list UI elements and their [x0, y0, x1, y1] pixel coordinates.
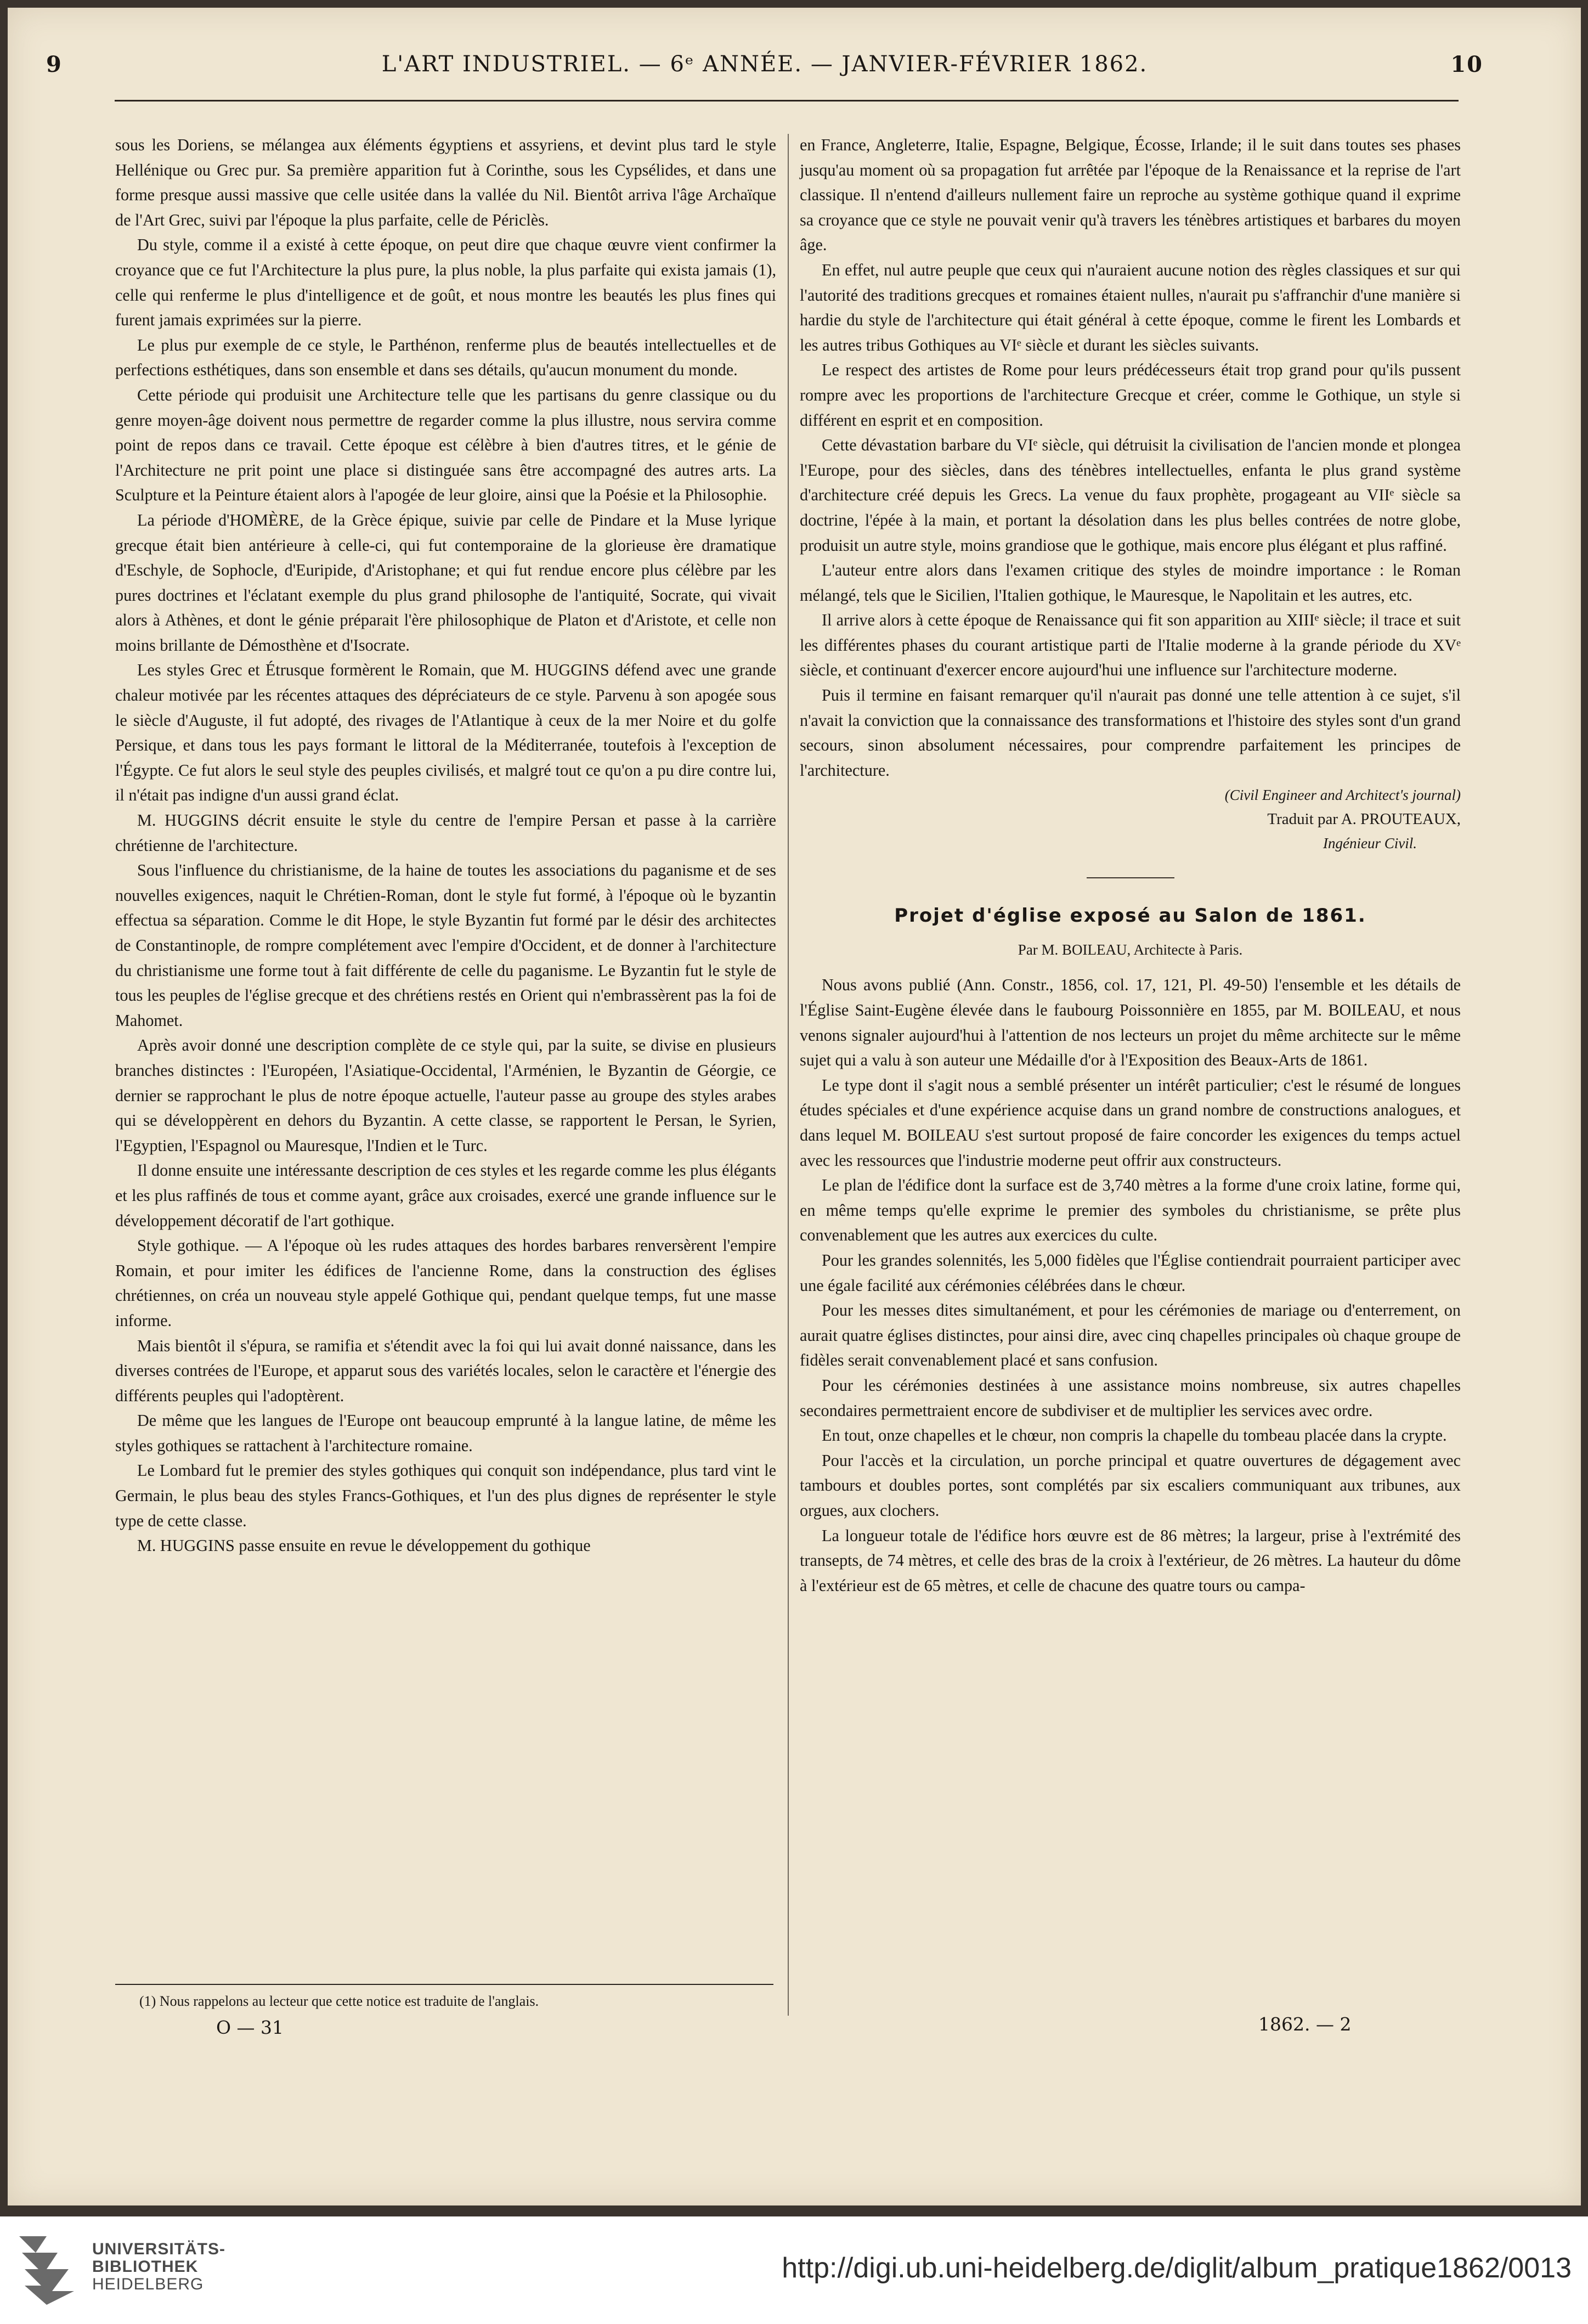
source-citation: (Civil Engineer and Architect's journal): [1224, 787, 1461, 804]
paragraph: Du style, comme il a existé à cette époque, on peut dire que chaque œuvre vient confirmer la croyance que ce fut l'Architecture la plus pure, la plus noble, la plus parfaite qui exista jamais (1), celle qui renferme le plus d'intelligence et de goût, et nous montre les beautés les plus fines qui furent jamais exprimées sur la pierre.: [115, 235, 776, 330]
paragraph: Nous avons publié (Ann. Constr., 1856, col. 17, 121, Pl. 49-50) l'ensemble et les détails de l'Église Saint-Eugène élevée dans le faubourg Poissonnière en 1855, par M. BOILEAU, et nous venons signaler aujourd'hui à l'attention de nos lecteurs un projet du même architecte sur le même sujet qui a valu à son auteur une Médaille d'or à l'Exposition des Beaux-Arts de 1861.: [800, 975, 1461, 1070]
footnote: (1) Nous rappelons au lecteur que cette notice est traduite de l'anglais.: [139, 1993, 539, 2009]
section-divider: [1087, 877, 1174, 878]
paragraph: Le Lombard fut le premier des styles gothiques qui conquit son indépendance, plus tard vint le Germain, le plus beau des styles Francs-Gothiques, et l'un des plus dignes de représenter le style type de cette classe.: [115, 1461, 776, 1530]
paragraph: Pour les messes dites simultanément, et pour les cérémonies de mariage ou d'enterrement, on aurait quatre églises distinctes, pour ainsi dire, avec cinq chapelles principales où chaque groupe de fidèles serait convenablement placé et sans confusion.: [800, 1301, 1461, 1370]
paragraph: Le plan de l'édifice dont la surface est de 3,740 mètres a la forme d'une croix latine, forme qui, en même temps qu'elle exprime le premier des symboles du christianisme, se prête plus convenablement que les autres aux exercices du culte.: [800, 1176, 1461, 1245]
header-rule: [115, 100, 1459, 101]
signature-mark-left: O — 31: [216, 2017, 284, 2038]
translator-title: Ingénieur Civil.: [1323, 835, 1417, 852]
paragraph: Le type dont il s'agit nous a semblé présenter un intérêt particulier; c'est le résumé de longues études spéciales et d'une expérience acquise dans un grand nombre de constructions analogues, et dans lequel M. BOILEAU s'est surtout proposé de faire concorder les exigences du temps actuel avec les ressources que l'industrie moderne peut offrir aux constructeurs.: [800, 1075, 1461, 1170]
column-divider: [788, 134, 789, 2016]
paragraph: Style gothique. — A l'époque où les rudes attaques des hordes barbares renversèrent l'empire Romain, et pour imiter les édifices de l'ancienne Rome, dans la construction des églises chrétiennes, on créa un nouveau style appelé Gothique qui, pendant quelque temps, fut une masse informe.: [115, 1236, 776, 1330]
paragraph: En tout, onze chapelles et le chœur, non compris la chapelle du tombeau placée dans la crypte.: [822, 1426, 1447, 1445]
paragraph: M. HUGGINS passe ensuite en revue le développement du gothique: [137, 1536, 591, 1555]
library-line-1: UNIVERSITÄTS-: [92, 2240, 226, 2258]
paragraph: De même que les langues de l'Europe ont beaucoup emprunté à la langue latine, de même les styles gothiques se rattachent à l'architecture romaine.: [115, 1411, 776, 1455]
paragraph: sous les Doriens, se mélangea aux éléments égyptiens et assyriens, et devint plus tard le style Hellénique ou Grec pur. Sa première apparition fut à Corinthe, sous les Cypsélides, et dans une forme presque aussi massive que celle usitée dans la vallée du Nil. Bientôt arriva l'âge Archaïque de l'Art Grec, suivi par l'époque la plus parfaite, celle de Périclès.: [115, 136, 776, 229]
library-line-3: HEIDELBERG: [92, 2275, 204, 2293]
paragraph: Les styles Grec et Étrusque formèrent le Romain, que M. HUGGINS défend avec une grande chaleur motivée par les récentes attaques des dépréciateurs de ce style. Parvenu à son apogée sous le siècle d'Auguste, il fut adopté, des rivages de l'Atlantique à ceux de la mer Noire et du golfe Persique, et dans tous les pays formant le littoral de la Méditerranée, toutefois à l'exception de l'Égypte. Ce fut alors le seul style des peuples civilisés, et malgré tout ce qu'on a pu dire contre lui, il n'était pas indigne d'un aussi grand éclat.: [115, 661, 776, 805]
paragraph: Il donne ensuite une intéressante description de ces styles et les regarde comme les plus élégants et les plus raffinés de tous et comme ayant, grâce aux croisades, exercé une grande influence sur le développement décoratif de l'art gothique.: [115, 1161, 776, 1230]
library-line-2: BIBLIOTHEK: [92, 2258, 199, 2276]
paragraph: Pour l'accès et la circulation, un porche principal et quatre ouvertures de dégagement avec tambours et doubles portes, sont complétés par six escaliers communiquant aux tribunes, aux orgues, aux clochers.: [800, 1451, 1461, 1520]
right-column: [800, 133, 1461, 1598]
paragraph: Le plus pur exemple de ce style, le Parthénon, renferme plus de beautés intellectuelles et de perfections esthétiques, dans son ensemble et dans ses détails, qu'aucun monument du monde.: [115, 335, 776, 380]
running-head: [46, 52, 1483, 90]
page-number-left: 9: [46, 52, 63, 77]
left-column: [115, 133, 776, 1559]
library-name: [92, 2241, 225, 2293]
paragraph: M. HUGGINS décrit ensuite le style du centre de l'empire Persan et passe à la carrière chrétienne de l'architecture.: [115, 811, 776, 855]
paragraph: Après avoir donné une description complète de ce style qui, par la suite, se divise en plusieurs branches distinctes : l'Européen, l'Asiatique-Occidental, l'Arménien, le Byzantin de Géorgie, ce dernier se rapprochant le plus de notre époque actuelle, l'auteur passe au groupe des styles arabes qui se développèrent en dehors du Byzantin. A cette classe, se rapportent le Persan, le Syrien, l'Egyptien, l'Espagnol ou Mauresque, l'Indien et le Turc.: [115, 1036, 776, 1155]
paragraph: Le respect des artistes de Rome pour leurs prédécesseurs était trop grand pour qu'ils pussent rompre avec les proportions de l'architecture Grecque et créer, comme le Gothique, un style si différent en esprit et en composition.: [800, 360, 1461, 430]
article-byline: Par M. BOILEAU, Architecte à Paris.: [1018, 941, 1243, 958]
paragraph: Il arrive alors à cette époque de Renaissance qui fit son apparition au XIIIᵉ siècle; il trace et suit les différentes phases du courant artistique parti de l'Italie moderne à la grande période du XVᵉ siècle, et continuant d'exercer encore aujourd'hui une influence sur l'architecture moderne.: [800, 611, 1461, 680]
paragraph: Puis il termine en faisant remarquer qu'il n'aurait pas donné une telle attention à ce sujet, s'il n'avait la conviction que la connaissance des transformations et l'histoire des styles sont d'un grand secours, sinon absolument nécessaires, pour comprendre parfaitement les principes de l'architecture.: [800, 686, 1461, 780]
university-seal-icon: [14, 2231, 80, 2308]
paragraph: La longueur totale de l'édifice hors œuvre est de 86 mètres; la largeur, prise à l'extrémité des transepts, de 74 mètres, et celle des bras de la croix à l'extérieur, de 26 mètres. La hauteur du dôme à l'extérieur est de 65 mètres, et celle de chacune des quatre tours ou campa-: [800, 1526, 1461, 1595]
footnote-rule: [115, 1984, 773, 1985]
journal-page: [8, 8, 1581, 2205]
signature-mark-right: 1862. — 2: [1258, 2013, 1352, 2035]
paragraph: Mais bientôt il s'épura, se ramifia et s'étendit avec la foi qui lui avait donné naissance, dans les diverses contrées de l'Europe, et apparut sous des variétés locales, selon le caractère et l'énergie des différents peuples qui l'adoptèrent.: [115, 1336, 776, 1405]
paragraph: En effet, nul autre peuple que ceux qui n'auraient aucune notion des règles classiques et sur qui l'autorité des traditions grecques et romaines étaient nulles, n'aurait pu s'affranchir d'une manière si hardie du style de l'architecture qui était général à cette époque, comme le firent les Lombards et les autres tribus Gothiques au VIᵉ siècle et durant les siècles suivants.: [800, 260, 1461, 354]
viewer-footer: [0, 2216, 1588, 2324]
paragraph: Sous l'influence du christianisme, de la haine de toutes les associations du paganisme et de ses nouvelles exigences, naquit le Chrétien-Roman, dont le style fut formé, à l'époque où le byzantin effectua sa séparation. Comme le dit Hope, le style Byzantin fut formé par le désir des architectes de Constantinople, de rompre complétement avec l'empire d'Occident, et de donner à l'architecture du christianisme une forme tout à fait différente de celle du paganisme. Le Byzantin fut le style de tous les peuples de l'église grecque et des chrétiens restés en Orient qui n'embrassèrent pas la foi de Mahomet.: [115, 861, 776, 1030]
source-url-link[interactable]: http://digi.ub.uni-heidelberg.de/diglit/album_pratique1862/0013: [782, 2252, 1572, 2284]
paragraph: Pour les grandes solennités, les 5,000 fidèles que l'Église contiendrait pourraient participer avec une égale facilité aux cérémonies célébrées dans le chœur.: [800, 1250, 1461, 1295]
journal-title: L'ART INDUSTRIEL. — 6ᵉ ANNÉE. — JANVIER-FÉVRIER 1862.: [381, 52, 1148, 77]
page-number-right: 10: [1450, 52, 1483, 77]
article-title: Projet d'église exposé au Salon de 1861.: [894, 905, 1366, 927]
translator-credit: Traduit par A. PROUTEAUX,: [1267, 810, 1461, 828]
paragraph: L'auteur entre alors dans l'examen critique des styles de moindre importance : le Roman mélangé, tels que le Sicilien, l'Italien gothique, le Mauresque, le Napolitain et les autres, etc.: [800, 561, 1461, 605]
paragraph: Cette dévastation barbare du VIᵉ siècle, qui détruisit la civilisation de l'ancien monde et plongea l'Europe, pour des siècles, dans des ténèbres intellectuelles, enfanta le plus grand système d'architecture créé depuis les Grecs. La venue du faux prophète, progageant au VIIᵉ siècle sa doctrine, l'épée à la main, et portant la désolation dans les plus belles contrées de notre globe, produisit un autre style, moins grandiose que le gothique, mais encore plus élégant et plus raffiné.: [800, 436, 1461, 555]
paragraph: Cette période qui produisit une Architecture telle que les partisans du genre classique ou du genre moyen-âge doivent nous permettre de regarder comme la plus illustre, nous servira comme point de repos dans ce travail. Cette époque est célèbre à bien d'autres titres, et le génie de l'Architecture ne prit point une place si distinguée sans être accompagné des autres arts. La Sculpture et la Peinture étaient alors à l'apogée de leur gloire, ainsi que la Poésie et la Philosophie.: [115, 385, 776, 505]
paragraph: en France, Angleterre, Italie, Espagne, Belgique, Écosse, Irlande; il le suit dans toutes ses phases jusqu'au moment où sa propagation fut arrêtée par l'époque de la Renaissance et la reprise de l'art classique. Il n'entend d'ailleurs nullement faire un reproche au système gothique quand il exprime sa croyance que ce style ne pouvait venir qu'à travers les ténèbres artistiques et barbares du moyen âge.: [800, 136, 1461, 255]
paragraph: La période d'HOMÈRE, de la Grèce épique, suivie par celle de Pindare et la Muse lyrique grecque était bien antérieure à celle-ci, qui fut contemporaine de la glorieuse ère dramatique d'Eschyle, de Sophocle, d'Euripide, d'Aristophane; et qui fut rendue encore plus célèbre par les pures doctrines et l'éclatant exemple du plus grand philosophe de l'antiquité, Socrate, qui vivait alors à Athènes, et dont le génie préparait l'ère philosophique de Platon et d'Aristote, et celle non moins brillante de Démosthène et d'Isocrate.: [115, 510, 776, 655]
paragraph: Pour les cérémonies destinées à une assistance moins nombreuse, six autres chapelles secondaires permettraient encore de subdiviser et de multiplier les services avec ordre.: [800, 1375, 1461, 1420]
